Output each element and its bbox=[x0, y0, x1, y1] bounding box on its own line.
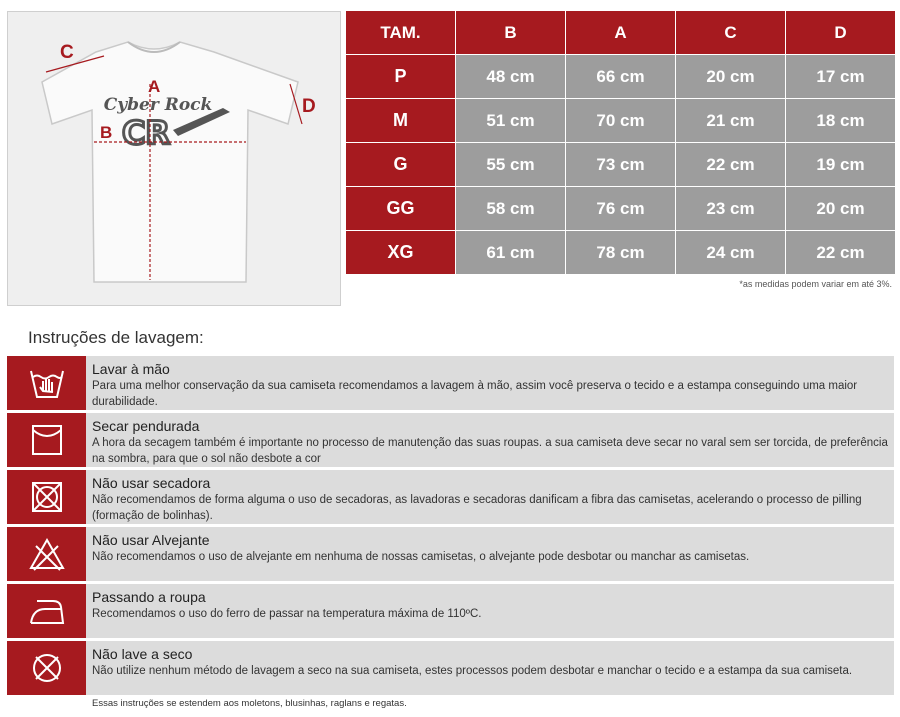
wash-item-desc: Não recomendamos o uso de alvejante em nenhuma de nossas camisetas, o alvejante pode desbotar ou manchar as camisetas. bbox=[92, 551, 750, 563]
wash-item-desc: Não utilize nenhum método de lavagem a seco na sua camiseta, estes processos podem desbotar e manchar o tecido e a estampa da sua camiseta. bbox=[92, 665, 853, 677]
wash-item-desc: A hora da secagem também é importante no processo de manutenção das suas roupas. a sua camiseta deve secar no varal sem ser torcida, de preferência na sombra, para que o sol não desbote a cor bbox=[92, 437, 888, 465]
size-value: 48 cm bbox=[456, 55, 566, 98]
wash-item-desc: Para uma melhor conservação da sua camiseta recomendamos a lavagem à mão, assim você preserva o tecido e a estampa conseguindo uma maior durabilidade. bbox=[92, 380, 858, 408]
size-table bbox=[346, 11, 898, 274]
hand-wash-icon bbox=[7, 356, 86, 410]
wash-item-iron bbox=[7, 584, 894, 638]
label-d: D bbox=[302, 96, 316, 117]
header-b: B bbox=[456, 11, 566, 54]
wash-item-desc: Não recomendamos de forma alguma o uso de secadoras, as lavadoras e secadoras danificam a fibra das camisetas, acelerando o processo de pilling (formação de bolinhas). bbox=[92, 494, 862, 522]
size-value: 22 cm bbox=[786, 231, 896, 274]
no-tumble-dry-icon bbox=[7, 470, 86, 524]
header-c: C bbox=[676, 11, 786, 54]
iron-icon bbox=[7, 584, 86, 638]
no-bleach-icon bbox=[7, 527, 86, 581]
size-value: 55 cm bbox=[456, 143, 566, 186]
wash-item-hand-wash bbox=[7, 356, 894, 410]
size-label: XG bbox=[346, 231, 456, 274]
size-value: 61 cm bbox=[456, 231, 566, 274]
wash-item-title: Não usar secadora bbox=[92, 475, 211, 491]
size-value: 20 cm bbox=[676, 55, 786, 98]
header-d: D bbox=[786, 11, 896, 54]
wash-item-no-tumble-dry bbox=[7, 470, 894, 524]
size-value: 21 cm bbox=[676, 99, 786, 142]
wash-item-title: Secar pendurada bbox=[92, 418, 200, 434]
wash-item-line-dry bbox=[7, 413, 894, 467]
wash-footnote: Essas instruções se estendem aos moletons, blusinhas, raglans e regatas. bbox=[92, 698, 407, 709]
header-a: A bbox=[566, 11, 676, 54]
wash-item-title: Lavar à mão bbox=[92, 361, 170, 377]
size-label: M bbox=[346, 99, 456, 142]
size-value: 20 cm bbox=[786, 187, 896, 230]
label-c: C bbox=[60, 42, 74, 63]
label-b: B bbox=[100, 123, 113, 142]
size-value: 24 cm bbox=[676, 231, 786, 274]
wash-item-desc: Recomendamos o uso do ferro de passar na temperatura máxima de 110ºC. bbox=[92, 608, 482, 620]
size-value: 58 cm bbox=[456, 187, 566, 230]
measurement-note: *as medidas podem variar em até 3%. bbox=[739, 279, 892, 289]
wash-item-title: Passando a roupa bbox=[92, 589, 206, 605]
size-label: P bbox=[346, 55, 456, 98]
size-value: 17 cm bbox=[786, 55, 896, 98]
size-value: 76 cm bbox=[566, 187, 676, 230]
label-a: A bbox=[148, 77, 161, 96]
line-dry-icon bbox=[7, 413, 86, 467]
size-value: 51 cm bbox=[456, 99, 566, 142]
no-dry-clean-icon bbox=[7, 641, 86, 695]
shirt-diagram bbox=[7, 11, 341, 306]
brand-print: Cyber Rock bbox=[103, 95, 213, 115]
size-value: 19 cm bbox=[786, 143, 896, 186]
size-value: 66 cm bbox=[566, 55, 676, 98]
size-label: G bbox=[346, 143, 456, 186]
wash-section-title: Instruções de lavagem: bbox=[28, 328, 204, 347]
size-value: 18 cm bbox=[786, 99, 896, 142]
header-size: TAM. bbox=[346, 11, 456, 54]
size-value: 70 cm bbox=[566, 99, 676, 142]
monogram-print: CR bbox=[121, 114, 171, 152]
size-value: 78 cm bbox=[566, 231, 676, 274]
size-value: 22 cm bbox=[676, 143, 786, 186]
wash-item-no-bleach bbox=[7, 527, 894, 581]
wash-item-title: Não usar Alvejante bbox=[92, 532, 210, 548]
wash-item-no-dry-clean bbox=[7, 641, 894, 695]
size-value: 23 cm bbox=[676, 187, 786, 230]
size-value: 73 cm bbox=[566, 143, 676, 186]
tshirt-illustration bbox=[8, 12, 342, 307]
wash-instructions bbox=[7, 356, 894, 698]
size-label: GG bbox=[346, 187, 456, 230]
wash-item-title: Não lave a seco bbox=[92, 646, 193, 662]
